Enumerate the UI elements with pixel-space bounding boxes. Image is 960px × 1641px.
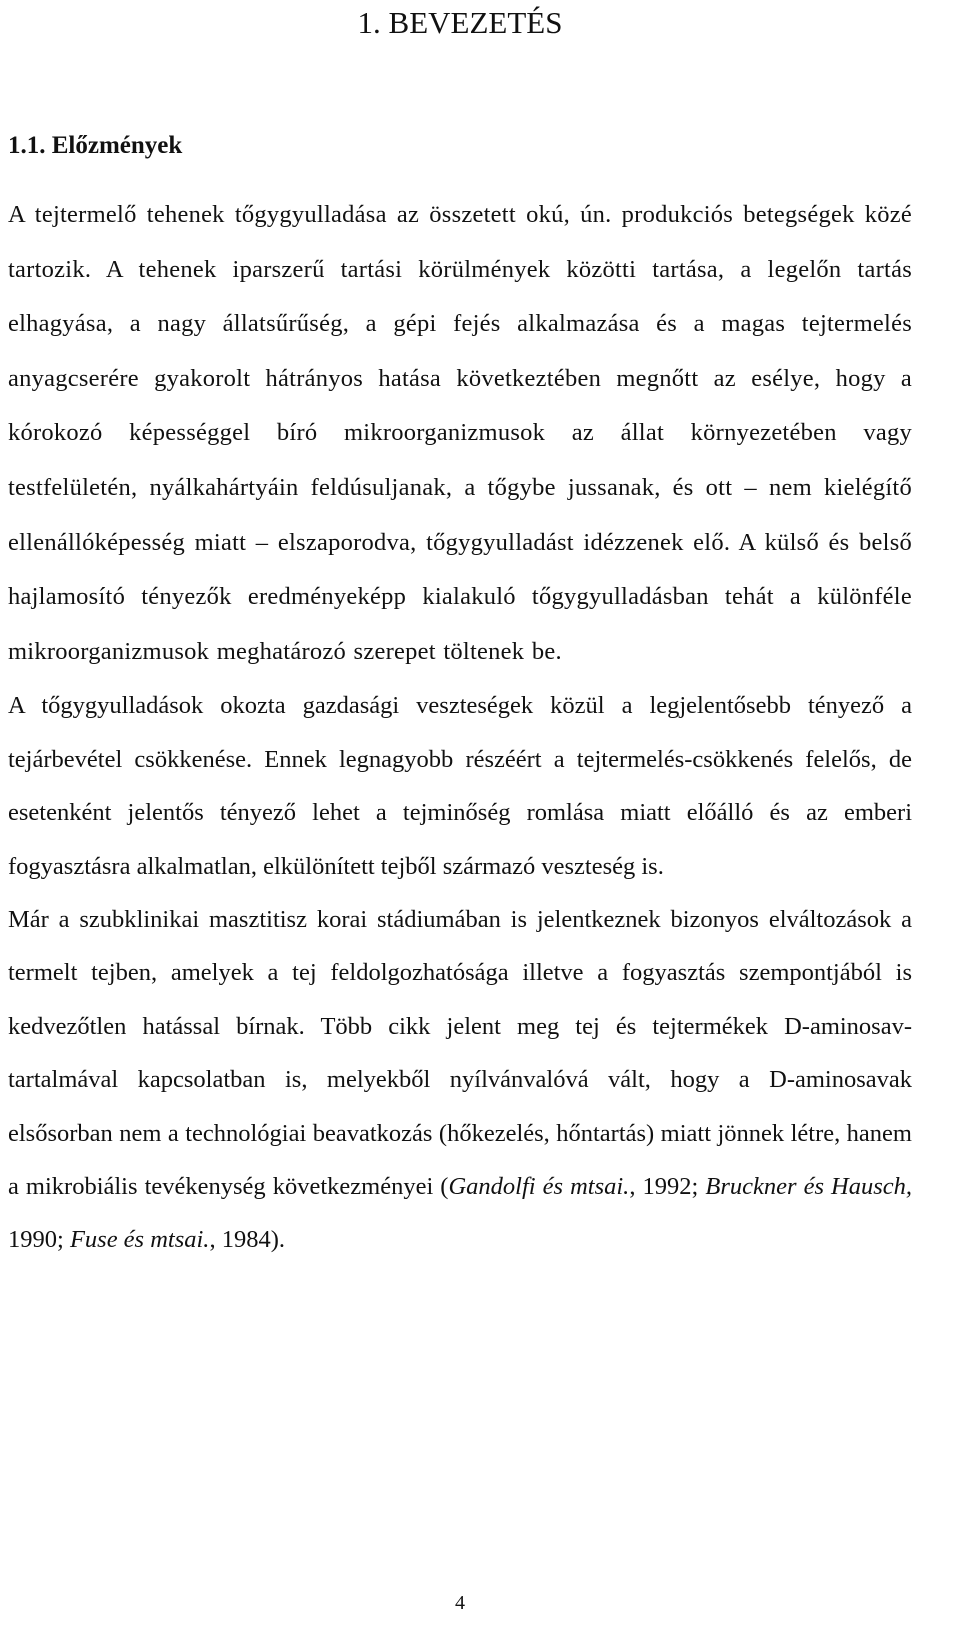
- citation-fuse: Fuse és mtsai.: [69, 1226, 210, 1254]
- chapter-title: 1. BEVEZETÉS: [357, 5, 563, 40]
- document-page: [8, 0, 912, 1641]
- section-title: 1.1. Előzmények: [8, 132, 183, 159]
- paragraph-d-amino-acids: [8, 893, 912, 1267]
- paragraph-economic-losses: A tőgygyulladások okozta gazdasági veszteségek közül a legjelentősebb tényező a tejárbevétel csökkenése. Ennek legnagyobb részéért a tejtermelés-csökkenés felelős, de esetenként jelentős tényező lehet a tejminőség romlása miatt előálló és az emberi fogyasztásra alkalmatlan, elkülönített tejből származó veszteség is.: [8, 692, 912, 880]
- page-number: 4: [455, 1592, 465, 1614]
- body-text: [8, 188, 912, 1267]
- citation-end: , 1984).: [209, 1226, 285, 1254]
- citation-gandolfi: Gandolfi és mtsai.: [448, 1173, 630, 1200]
- citation-separator: , 1992;: [629, 1173, 706, 1200]
- paragraph-d-amino-acids-text: Már a szubklinikai masztitisz korai stádiumában is jelentkeznek bizonyos elváltozások a termelt tejben, amelyek a tej feldolgozhatósága illetve a fogyasztás szempontjából is kedvezőtlen hatással bírnak. Több cikk jelent meg tej és tejtermékek D-aminosav-tartalmával kapcsolatban is, melyekből nyílvánvalóvá vált, hogy a D-aminosavak elsősorban nem a technológiai beavatkozás (hőkezelés, hőntartás) miatt jönnek létre, hanem a mikrobiális tevékenység következményei (: [8, 905, 912, 1200]
- paragraph-mastitis-background: A tejtermelő tehenek tőgygyulladása az összetett okú, ún. produkciós betegségek közé tartozik. A tehenek iparszerű tartási körülmények közötti tartása, a legelőn tartás elhagyása, a nagy állatsűrűség, a gépi fejés alkalmazása és a magas tejtermelés anyagcserére gyakorolt hátrányos hatása következtében megnőtt az esélye, hogy a kórokozó képességgel bíró mikroorganizmusok az állat környezetében vagy testfelületén, nyálkahártyáin feldúsuljanak, a tőgybe jussanak, és ott – nem kielégítő ellenállóképesség miatt – elszaporodva, tőgygyulladást idézzenek elő. A külső és belső hajlamosító tényezők eredményeképp kialakuló tőgygyulladásban tehát a különféle mikroorganizmusok meghatározó szerepet töltenek be.: [8, 201, 912, 665]
- citation-bruckner: Bruckner és Hausch,: [705, 1173, 913, 1200]
- citation-separator: 1990;: [8, 1226, 70, 1254]
